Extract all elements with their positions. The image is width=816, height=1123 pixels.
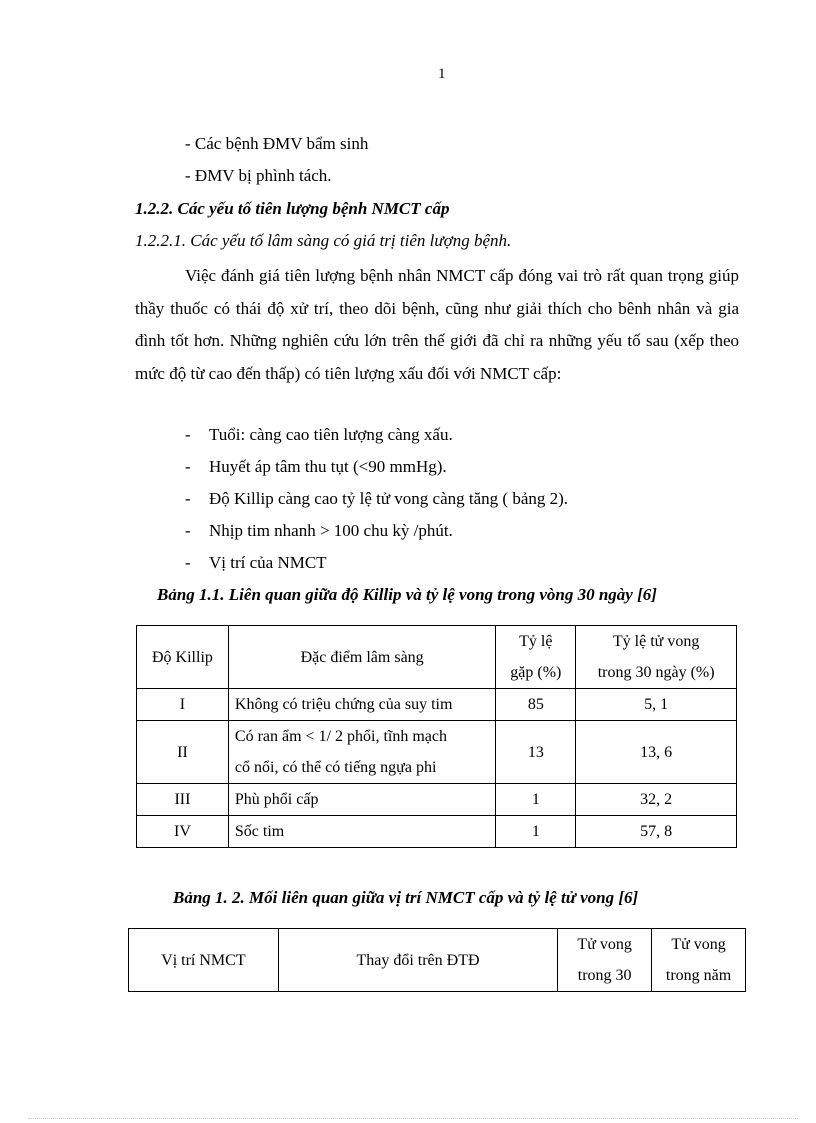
table-header-row xyxy=(137,626,737,689)
subsection-heading: 1.2.2.1. Các yếu tố lâm sàng có giá trị tiên lượng bệnh. xyxy=(135,231,512,250)
cell-mortality: 57, 8 xyxy=(576,816,737,848)
header-mortality-line1: Tỷ lệ tử vong xyxy=(612,633,700,650)
table-row xyxy=(137,689,737,721)
header-mortality xyxy=(576,626,737,689)
factor-item: Huyết áp tâm thu tụt (<90 mmHg). xyxy=(209,457,447,476)
cell-rate: 13 xyxy=(496,721,576,784)
header-rate-line1: Tỷ lệ xyxy=(519,633,553,650)
header-death-30 xyxy=(558,929,652,992)
cell-feature xyxy=(228,721,495,784)
header-death-30-line1: Tử vong xyxy=(577,936,632,953)
cell-rate: 1 xyxy=(496,784,576,816)
header-mortality-line2: trong 30 ngày (%) xyxy=(597,664,715,681)
cell-mortality: 32, 2 xyxy=(576,784,737,816)
bullet-dash: - xyxy=(185,425,191,444)
cell-grade: I xyxy=(137,689,229,721)
cell-rate: 1 xyxy=(496,816,576,848)
location-table xyxy=(128,928,746,992)
factor-item: Tuổi: càng cao tiên lượng càng xấu. xyxy=(209,425,453,444)
page-bottom-divider xyxy=(28,1118,798,1119)
table-row xyxy=(137,721,737,784)
page-number: 1 xyxy=(438,66,446,82)
cell-mortality: 5, 1 xyxy=(576,689,737,721)
header-death-year-line2: trong năm xyxy=(665,967,732,984)
table1-caption: Bảng 1.1. Liên quan giữa độ Killip và tỷ lệ vong trong vòng 30 ngày [6] xyxy=(157,585,657,604)
table-header-row xyxy=(129,929,746,992)
table-row xyxy=(137,816,737,848)
factor-item: Nhịp tim nhanh > 100 chu kỳ /phút. xyxy=(209,521,453,540)
cell-grade: II xyxy=(137,721,229,784)
header-feature: Đặc điểm lâm sàng xyxy=(228,626,495,689)
cell-feature: Phù phổi cấp xyxy=(228,784,495,816)
cell-rate: 85 xyxy=(496,689,576,721)
header-killip: Độ Killip xyxy=(137,626,229,689)
header-death-30-line2: trong 30 xyxy=(577,967,632,984)
cell-feature: Sốc tim xyxy=(228,816,495,848)
killip-table xyxy=(136,625,737,848)
cell-mortality: 13, 6 xyxy=(576,721,737,784)
cell-feature-line2: cổ nổi, có thể có tiếng ngựa phi xyxy=(234,759,437,776)
bullet-dash: - xyxy=(185,457,191,476)
body-paragraph xyxy=(135,260,739,390)
cell-feature-line1: Có ran ẩm < 1/ 2 phổi, tĩnh mạch xyxy=(234,728,447,745)
bullet-dash: - xyxy=(185,521,191,540)
header-rate-line2: gặp (%) xyxy=(510,664,562,681)
header-location: Vị trí NMCT xyxy=(129,929,279,992)
paragraph-text: Việc đánh giá tiên lượng bệnh nhân NMCT cấp đóng vai trò rất quan trọng giúp thầy thuốc có thái độ xử trí, theo dõi bệnh, cũng như giải thích cho bênh nhân và gia đình tốt hơn. Những nghiên cứu lớn trên thế giới đã chỉ ra những yếu tố sau (xếp theo mức độ từ cao đến thấp) có tiên lượng xấu đối với NMCT cấp: xyxy=(135,266,739,383)
header-rate xyxy=(496,626,576,689)
cell-feature: Không có triệu chứng của suy tim xyxy=(228,689,495,721)
cell-grade: III xyxy=(137,784,229,816)
intro-item: - Các bệnh ĐMV bẩm sinh xyxy=(185,134,369,153)
header-ecg-change: Thay đổi trên ĐTĐ xyxy=(278,929,557,992)
bullet-dash: - xyxy=(185,553,191,572)
bullet-dash: - xyxy=(185,489,191,508)
cell-grade: IV xyxy=(137,816,229,848)
table2-caption: Bảng 1. 2. Mối liên quan giữa vị trí NMCT cấp và tỷ lệ tử vong [6] xyxy=(173,888,639,907)
factor-item: Độ Killip càng cao tỷ lệ tử vong càng tăng ( bảng 2). xyxy=(209,489,569,508)
factor-item: Vị trí của NMCT xyxy=(209,553,327,572)
header-death-year xyxy=(652,929,746,992)
header-death-year-line1: Tử vong xyxy=(671,936,726,953)
section-heading: 1.2.2. Các yếu tố tiên lượng bệnh NMCT cấp xyxy=(135,199,450,218)
table-row xyxy=(137,784,737,816)
intro-item: - ĐMV bị phình tách. xyxy=(185,166,332,185)
